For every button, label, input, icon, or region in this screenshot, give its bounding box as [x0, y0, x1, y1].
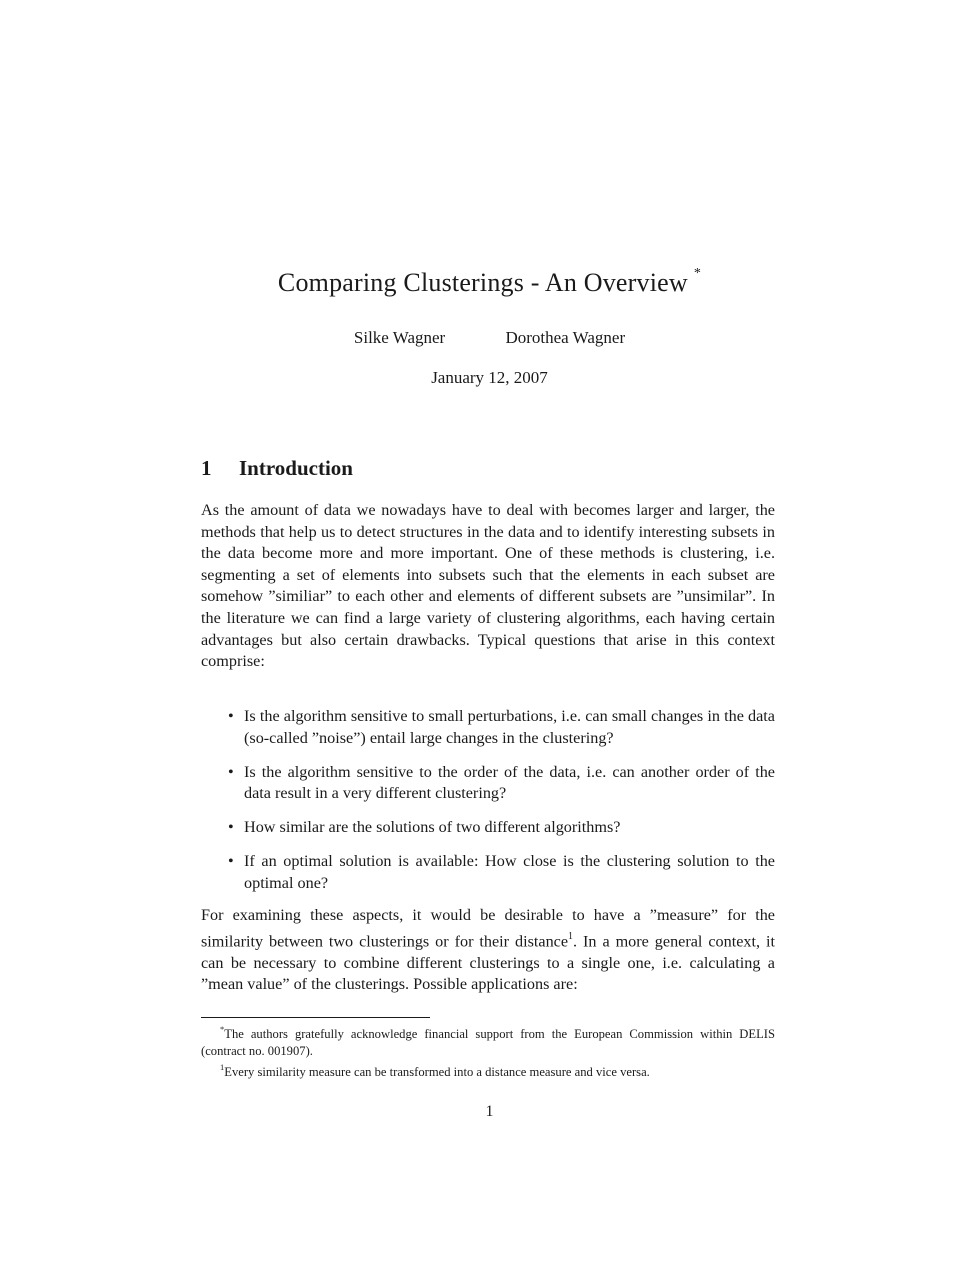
intro-paragraph: As the amount of data we nowadays have to deal with becomes larger and larger, the methods that help us to detect structures in the data and to identify interesting subsets in the data become more and more important. One of these methods is clustering, i.e. segmenting a set of elements into subsets such that the elements in each subset are somehow ”similiar” to each other and elements of different subsets are ”unsimilar”. In the literature we can find a large variety of clustering algorithms, each having certain advantages but also certain drawbacks. Typical questions that arise in this context comprise:: [201, 501, 775, 671]
applications-paragraph: [201, 905, 775, 996]
author-name: Silke Wagner: [353, 328, 446, 347]
list-item: [228, 762, 775, 805]
footnote-rule: [201, 1017, 430, 1018]
bullet-icon: •: [228, 818, 234, 837]
title-footnote-mark: *: [693, 266, 702, 282]
bullet-icon: •: [228, 852, 234, 871]
list-item: [228, 817, 775, 839]
footnote-mark: 1: [220, 1062, 225, 1073]
list-item-text: Is the algorithm sensitive to the order of the data, i.e. can another order of the data result in a very different clustering?: [244, 762, 775, 803]
author-name: Dorothea Wagner: [505, 328, 626, 347]
list-item: [228, 851, 775, 894]
paragraph-text: . In a more general context, it can be necessary to combine different clusterings to a single one, i.e. calculating a ”mean value” of the clusterings. Possible applications are:: [201, 931, 775, 994]
paper-date: January 12, 2007: [431, 368, 548, 387]
footnote-ref: 1: [568, 930, 574, 942]
author-list: [0, 328, 979, 348]
footnote-text: The authors gratefully acknowledge financial support from the European Commission within DELIS (contract no. 001907).: [201, 1027, 775, 1059]
list-item: [228, 706, 775, 749]
footnote: [201, 1060, 775, 1081]
question-list: [228, 706, 775, 907]
bullet-icon: •: [228, 762, 234, 781]
paper-title: [0, 268, 979, 298]
footnote: [201, 1022, 775, 1060]
paragraph-text: For examining these aspects, it would be desirable to have a ”measure” for the similarity between two clusterings or for their distance: [201, 906, 775, 950]
bullet-icon: •: [228, 707, 234, 725]
footnote-text: Every similarity measure can be transformed into a distance measure and vice versa.: [224, 1065, 650, 1080]
footnotes: [201, 1022, 775, 1081]
section-heading: [201, 456, 353, 481]
section-number: 1: [201, 456, 212, 480]
footnote-mark: *: [220, 1024, 225, 1034]
list-item-text: Is the algorithm sensitive to small perturbations, i.e. can small changes in the data (so-called ”noise”) entail large changes in the clustering?: [244, 707, 775, 747]
list-item-text: How similar are the solutions of two different algorithms?: [244, 818, 621, 837]
section-title: Introduction: [239, 456, 353, 480]
list-item-text: If an optimal solution is available: How close is the clustering solution to the optimal one?: [244, 852, 775, 893]
page-number: 1: [485, 1103, 494, 1120]
title-text: Comparing Clusterings - An Overview: [277, 268, 688, 297]
